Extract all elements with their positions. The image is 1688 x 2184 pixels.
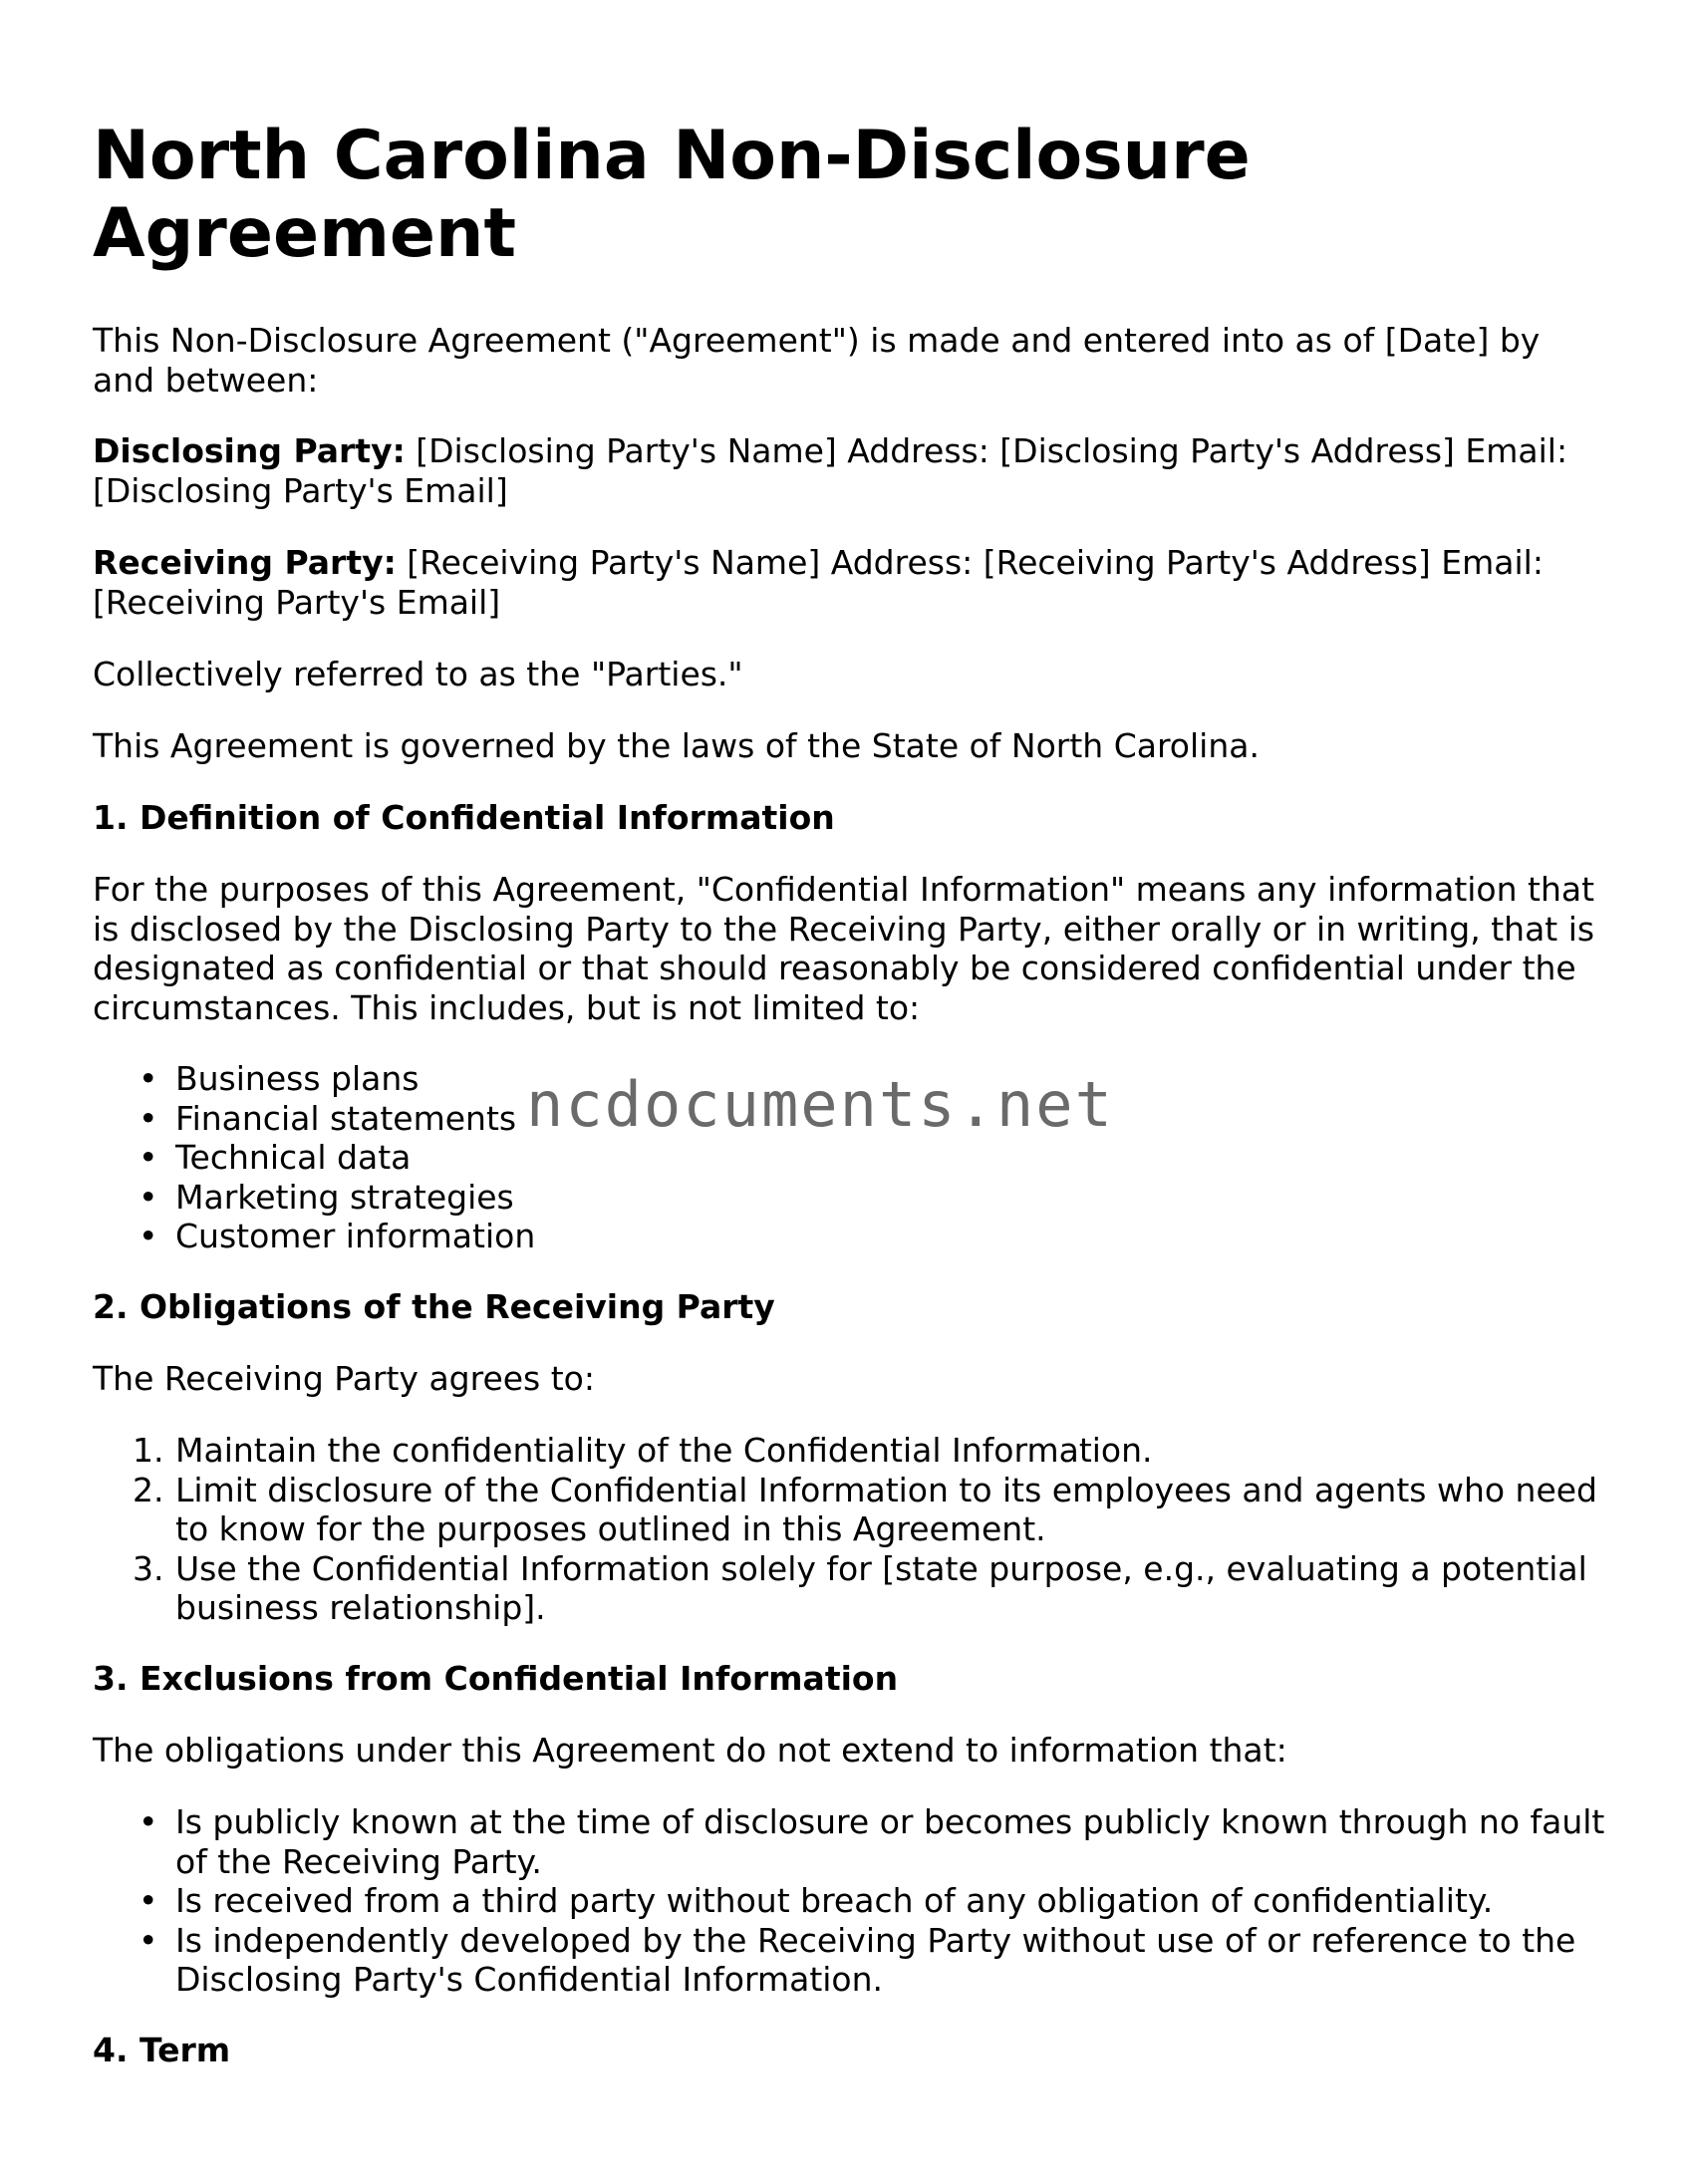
collective-paragraph: Collectively referred to as the "Parties." <box>93 655 743 693</box>
disclosing-party-label: Disclosing Party: <box>93 431 406 470</box>
list-number: 2. <box>133 1470 164 1509</box>
section-1-body: For the purposes of this Agreement, "Confidential Information" means any information that is disclosed by the Disclosing Party to the Receiving Party, either orally or in writing, that is designated as confidential or that should reasonably be considered confidential under the circumstances. This includes, but is not limited to: <box>93 870 1595 1027</box>
section-1-heading: 1. Definition of Confidential Information <box>93 798 835 837</box>
obligations-list <box>93 1431 1607 1628</box>
section-4-heading: 4. Term <box>93 2031 231 2069</box>
receiving-party-label: Receiving Party: <box>93 543 397 582</box>
disclosing-party-details: [Disclosing Party's Name] Address: [Disclosing Party's Address] Email: [Disclosing Party's Email] <box>93 431 1568 510</box>
section-2-heading: 2. Obligations of the Receiving Party <box>93 1287 775 1326</box>
list-item <box>93 1471 1607 1549</box>
list-item <box>93 1431 1607 1471</box>
watermark: ncdocuments.net <box>526 1068 1114 1141</box>
receiving-party-paragraph <box>93 543 1597 622</box>
list-item: • Technical data <box>93 1138 1607 1178</box>
list-item: • Business plans <box>93 1059 1607 1099</box>
list-item: • Financial statements <box>93 1099 1607 1139</box>
list-item-text: Maintain the confidentiality of the Confidential Information. <box>175 1431 1153 1470</box>
section-3-heading: 3. Exclusions from Confidential Information <box>93 1659 899 1698</box>
disclosing-party-paragraph <box>93 431 1597 510</box>
intro-paragraph: This Non-Disclosure Agreement ("Agreement") is made and entered into as of [Date] by and between: <box>93 321 1541 400</box>
list-item-text: Limit disclosure of the Confidential Information to its employees and agents who need to know for the purposes outlined in this Agreement. <box>175 1470 1598 1548</box>
governing-law-paragraph: This Agreement is governed by the laws of the State of North Carolina. <box>93 726 1260 765</box>
section-3-body: The obligations under this Agreement do not extend to information that: <box>93 1731 1287 1770</box>
list-item: • Is publicly known at the time of disclosure or becomes publicly known through no fault of the Receiving Party. <box>93 1802 1607 1881</box>
receiving-party-details: [Receiving Party's Name] Address: [Receiving Party's Address] Email: [Receiving Party's Email] <box>93 543 1544 622</box>
list-item: • Is received from a third party without breach of any obligation of confidentiality. <box>93 1881 1607 1921</box>
list-item: • Is independently developed by the Receiving Party without use of or reference to the Disclosing Party's Confidential Information. <box>93 1921 1607 2000</box>
section-2-body: The Receiving Party agrees to: <box>93 1359 595 1398</box>
list-number: 1. <box>133 1431 164 1470</box>
list-item <box>93 1549 1607 1628</box>
document-title: North Carolina Non-Disclosure Agreement <box>93 117 1251 273</box>
list-item: • Marketing strategies <box>93 1178 1607 1218</box>
list-number: 3. <box>133 1548 164 1588</box>
list-item: • Customer information <box>93 1217 1607 1256</box>
list-item-text: Use the Confidential Information solely for [state purpose, e.g., evaluating a potential business relationship]. <box>175 1548 1587 1627</box>
exclusions-list <box>93 1802 1607 2000</box>
